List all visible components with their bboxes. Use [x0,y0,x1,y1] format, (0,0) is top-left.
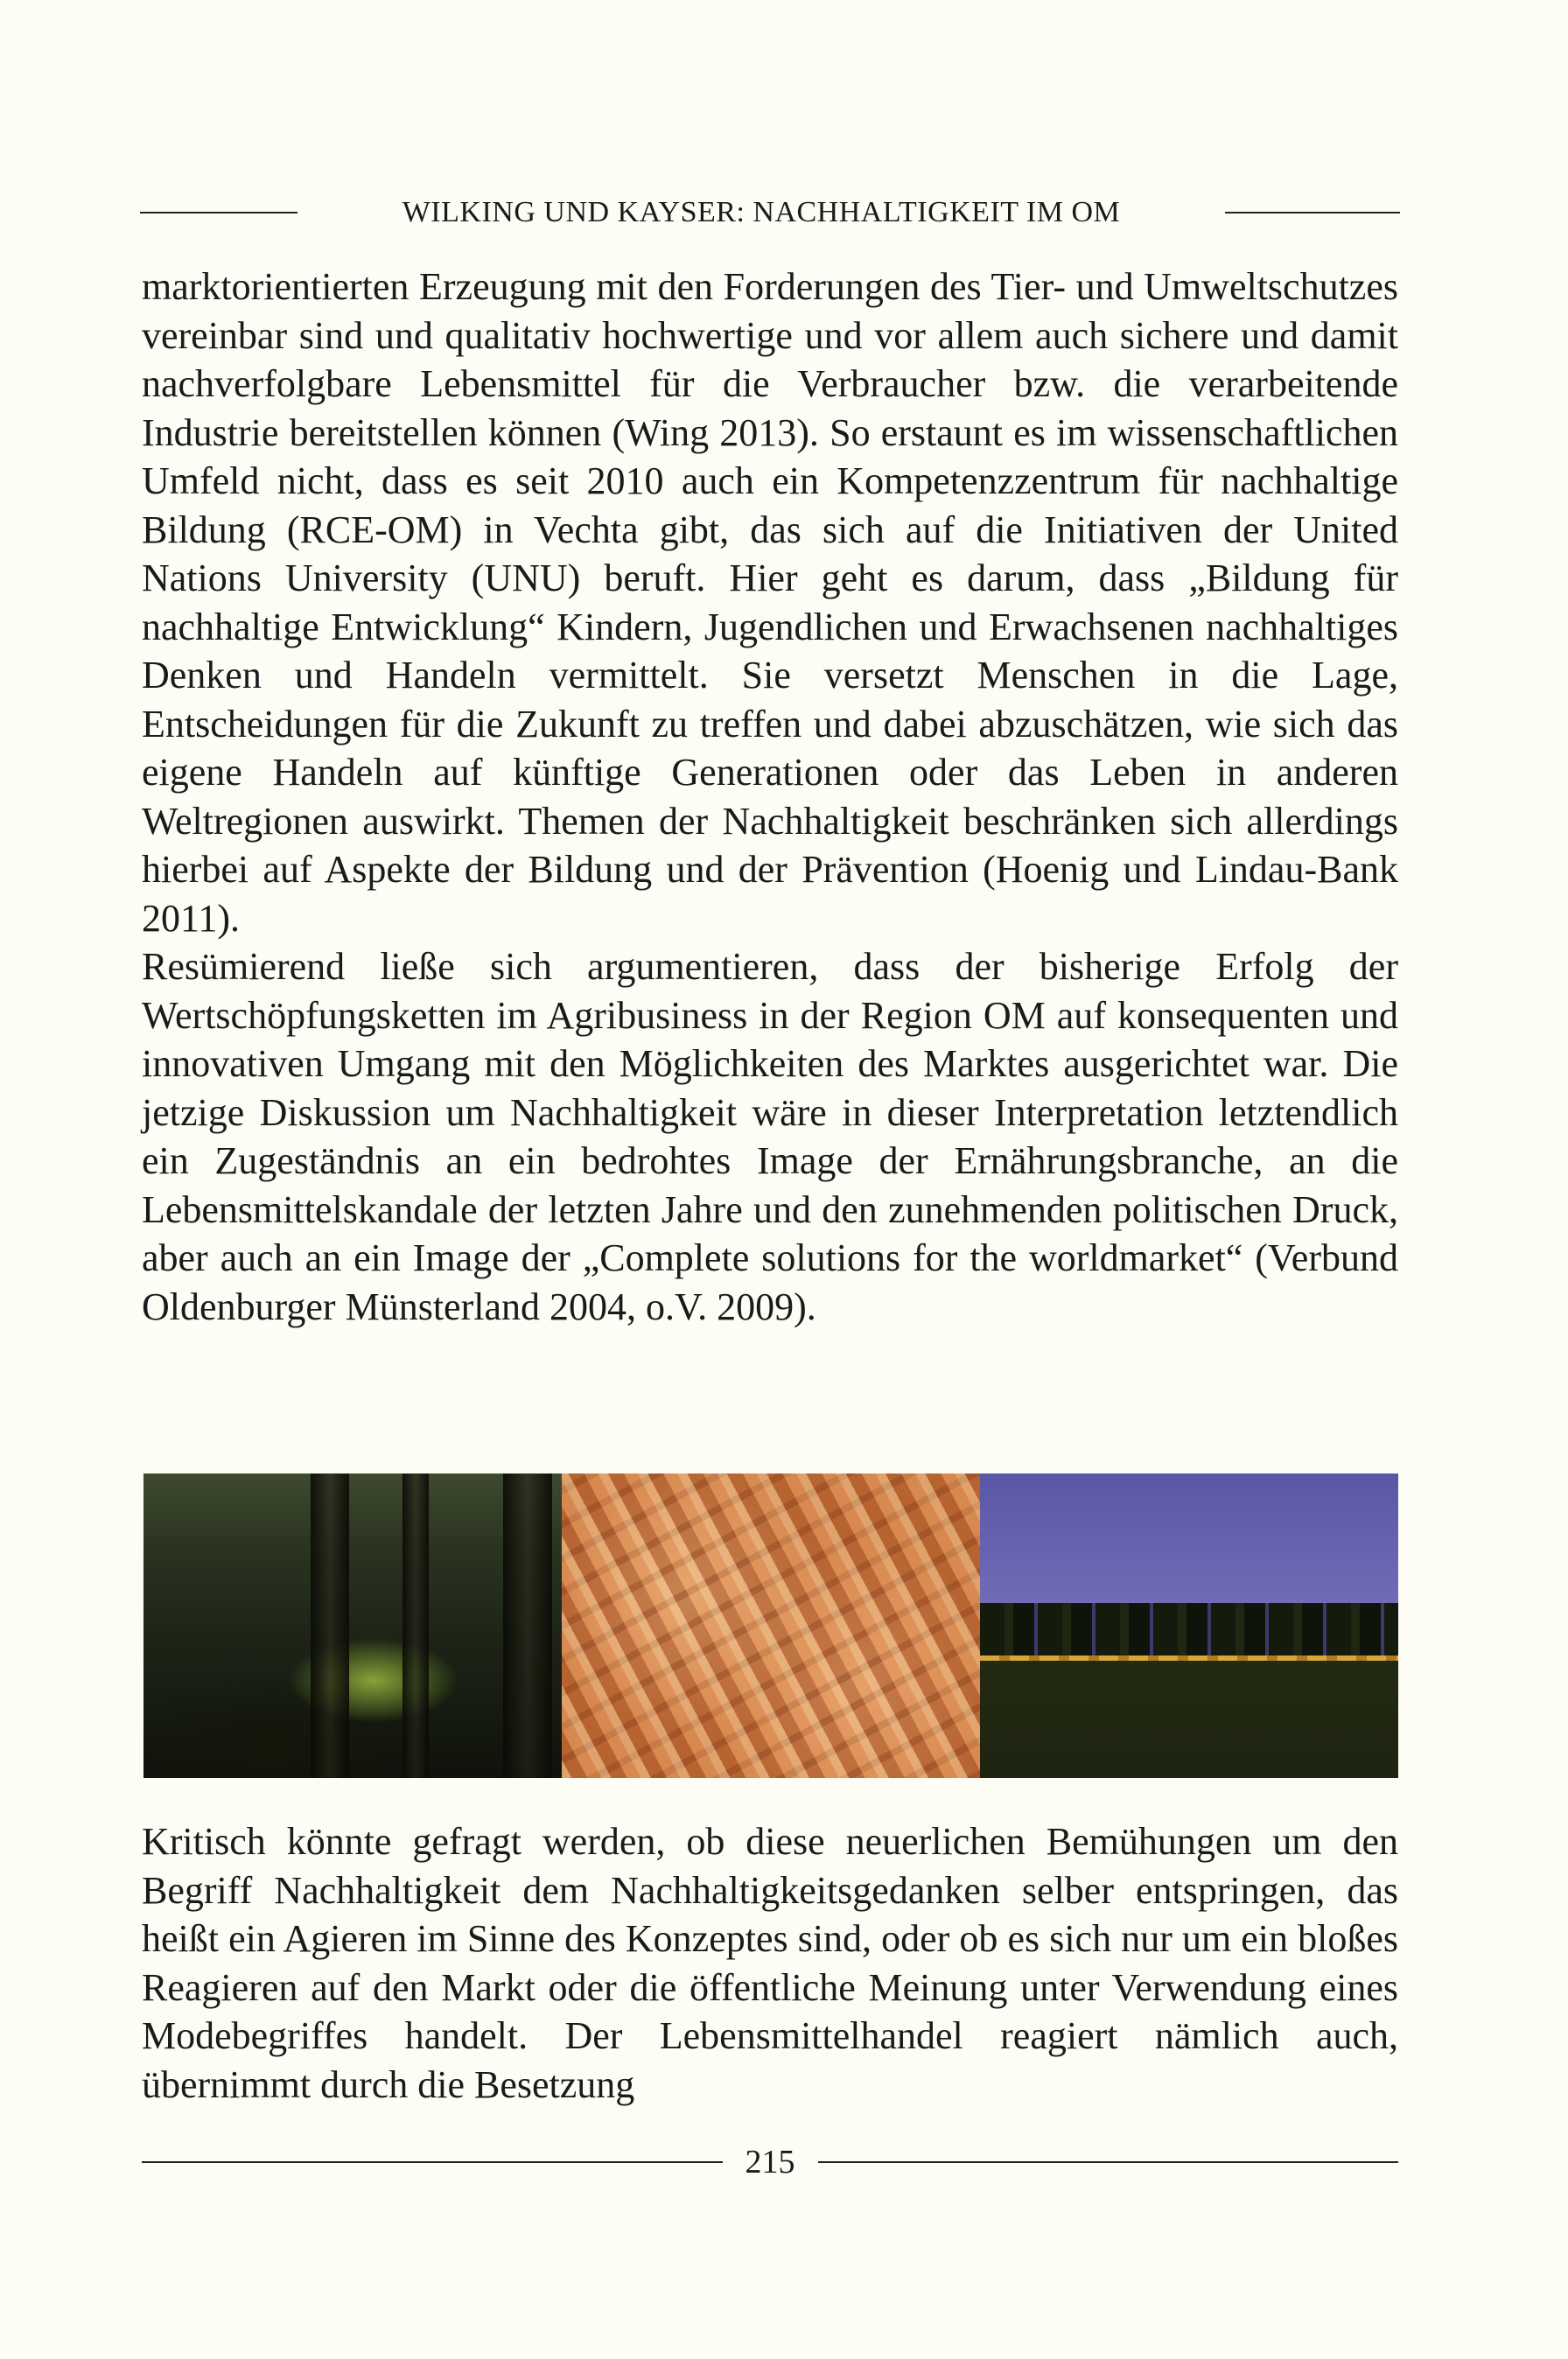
footer-rule-left [142,2161,723,2163]
paragraph-1: marktorientierten Erzeugung mit den Forderungen des Tier- und Umweltschutzes vereinbar sind und qualitativ hochwertige und vor allem auch sichere und damit nachverfolgbare Lebensmittel für die Verbraucher bzw. die verarbeitende Industrie bereitstellen können (Wing 2013). So erstaunt es im wissenschaftlichen Umfeld nicht, dass es seit 2010 auch ein Kompetenzzentrum für nachhaltige Bildung (RCE-OM) in Vechta gibt, das sich auf die Initiativen der United Nations University (UNU) beruft. Hier geht es darum, dass „Bildung für nachhaltige Entwicklung“ Kindern, Jugendlichen und Erwachsenen nachhaltiges Denken und Handeln vermittelt. Sie versetzt Menschen in die Lage, Entscheidungen für die Zukunft zu treffen und dabei abzuschätzen, wie sich das eigene Handeln auf künftige Generationen oder das Leben in anderen Weltregionen auswirkt. Themen der Nachhaltigkeit beschränken sich allerdings hierbei auf Aspekte der Bildung und der Prävention (Hoenig und Lindau-Bank 2011). [142,265,1398,940]
image-strip [144,1474,1398,1778]
body-text-top [142,262,1398,1331]
header-rule-left [140,212,298,214]
header-rule-right [1225,212,1400,214]
footer-rule-right [818,2161,1399,2163]
paragraph-2: Resümierend ließe sich argumentieren, dass der bisherige Erfolg der Wertschöpfungsketten im Agribusiness in der Region OM auf konsequenten und innovativen Umgang mit den Möglichkeiten des Marktes ausgerichtet war. Die jetzige Diskussion um Nachhaltigkeit wäre in dieser Interpretation letztendlich ein Zugeständnis an ein bedrohtes Image der Ernährungsbranche, an die Lebensmittelskandale der letzten Jahre und den zunehmenden politischen Druck, aber auch an ein Image der „Complete solutions for the worldmarket“ (Verbund Oldenburger Münsterland 2004, o.V. 2009). [142,945,1398,1328]
forest-photo [144,1474,562,1778]
tree-line-field-photo [980,1474,1398,1778]
page-number: 215 [745,2144,795,2180]
paragraph-3: Kritisch könnte gefragt werden, ob diese neuerlichen Bemühungen um den Begriff Nachhaltigkeit dem Nachhaltigkeitsgedanken selber entspringen, das heißt ein Agieren im Sinne des Konzeptes sind, oder ob es sich nur um ein bloßes Reagieren auf den Markt oder die öffentliche Meinung unter Verwendung eines Modebegriffes handelt. Der Lebensmittelhandel reagiert nämlich auch, übernimmt durch die Besetzung [142,1820,1398,2106]
wood-pellets-photo [562,1474,980,1778]
body-text-bottom [142,1817,1398,2109]
page-footer [142,2140,1398,2184]
running-head-title: WILKING UND KAYSER: NACHHALTIGKEIT IM OM [402,196,1121,228]
running-head [140,191,1400,234]
